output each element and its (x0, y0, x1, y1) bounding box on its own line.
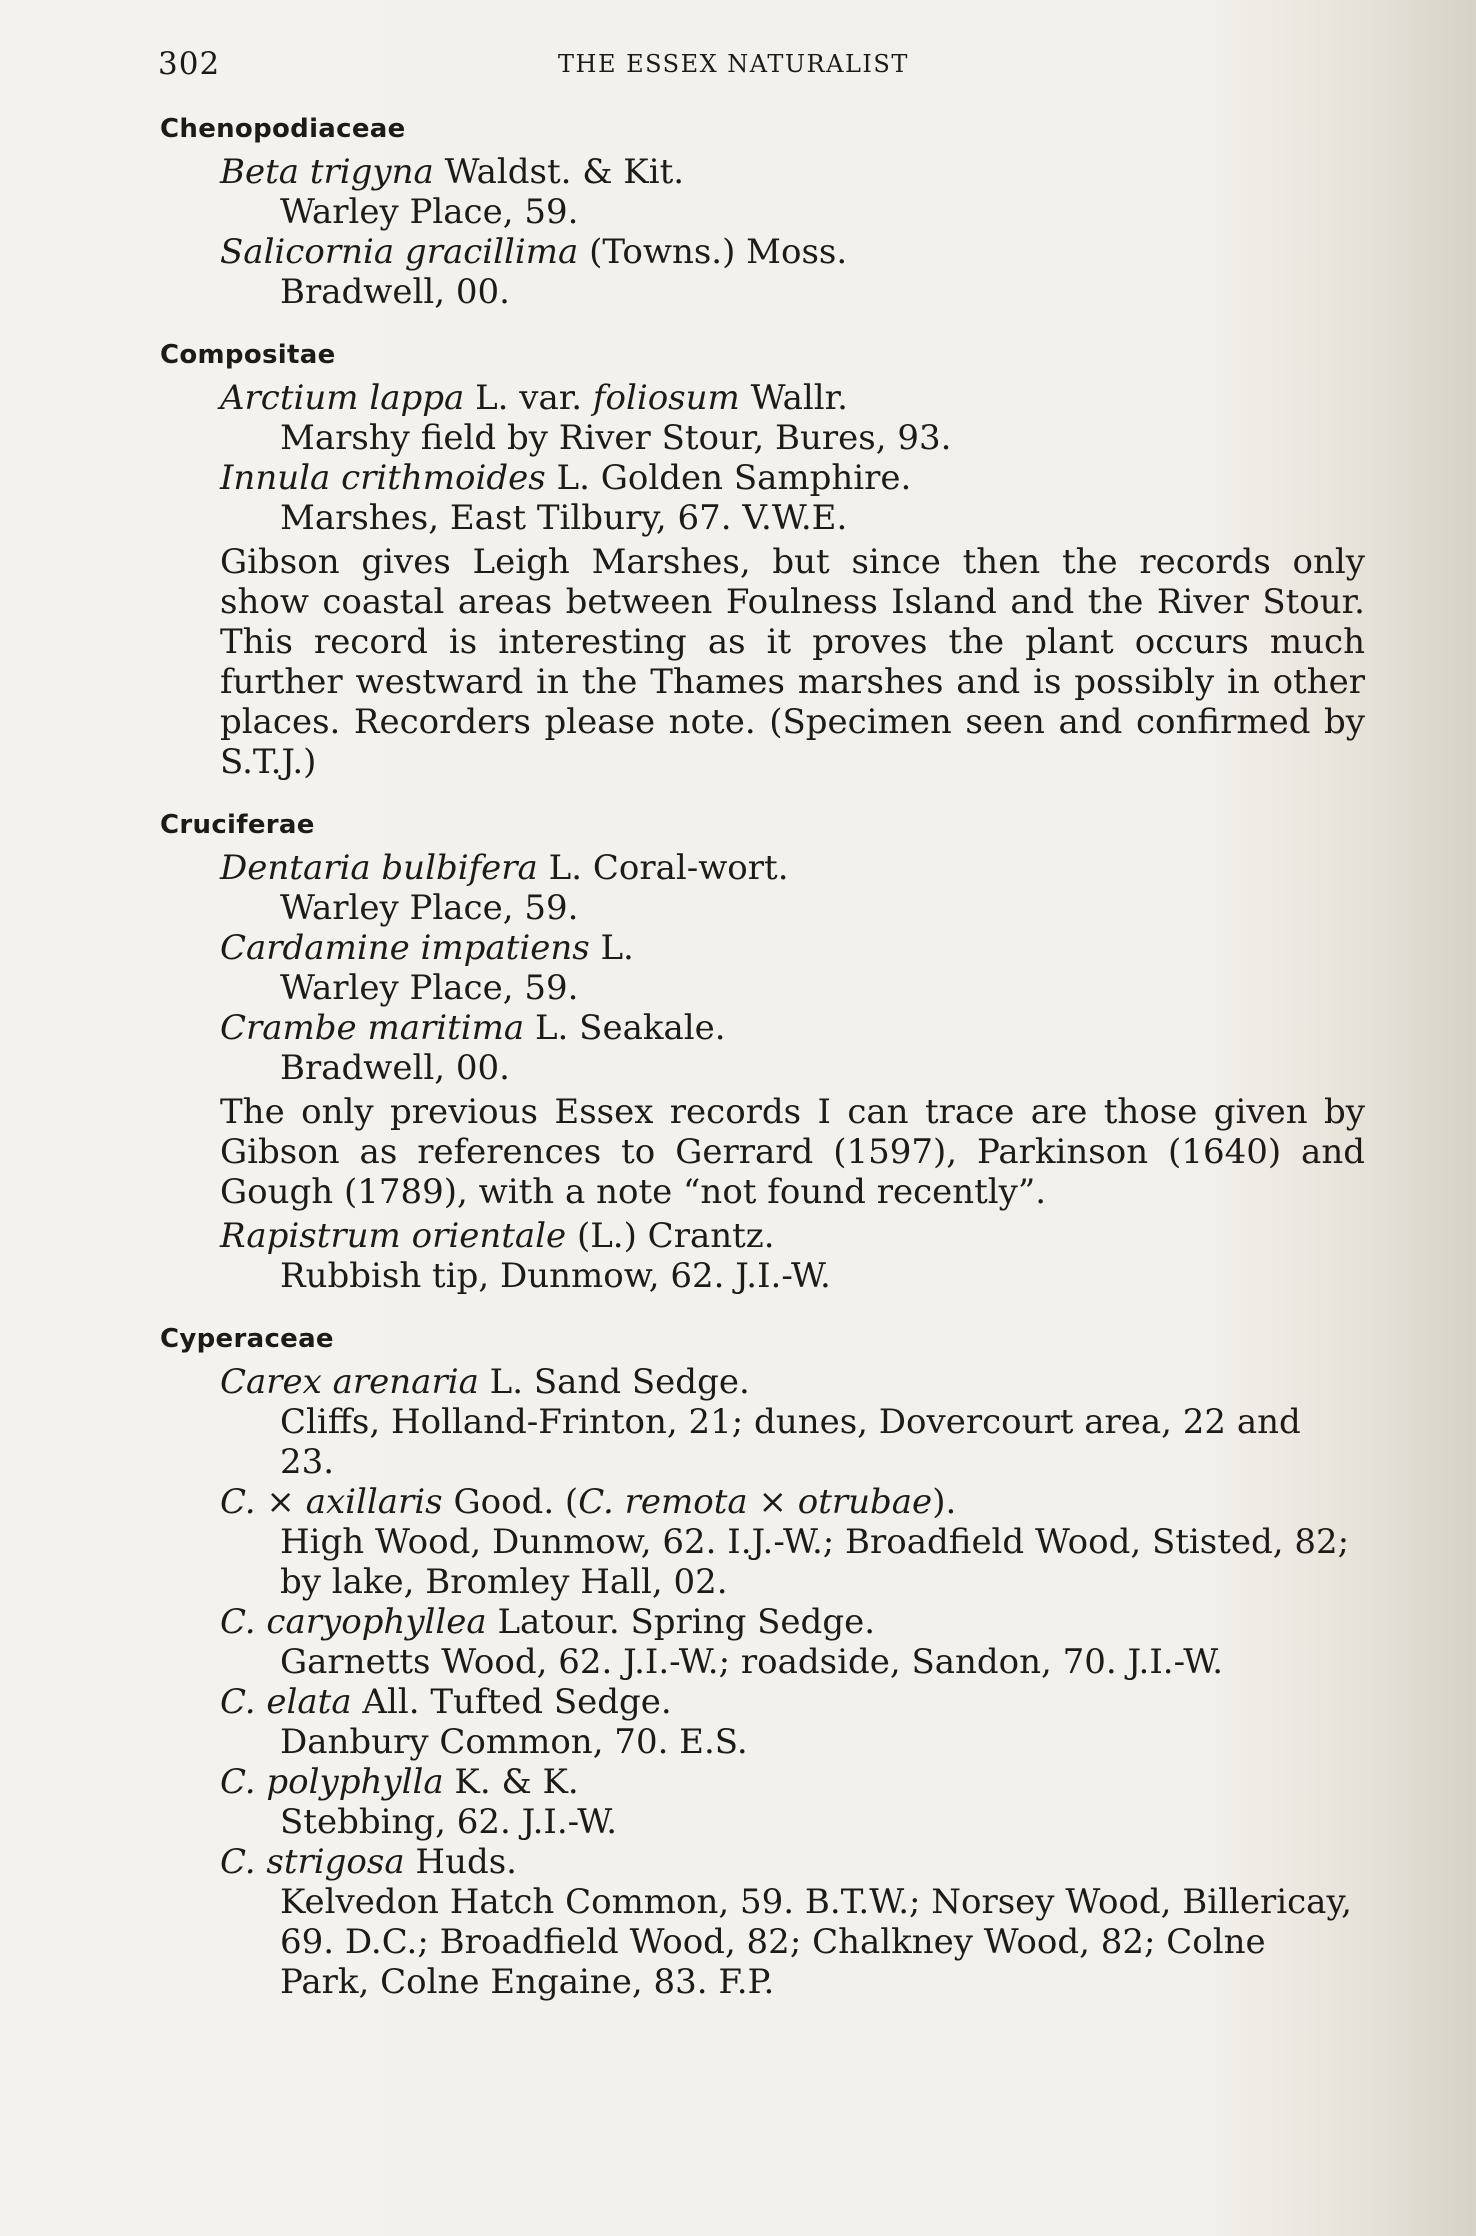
variety-authority: Wallr. (739, 378, 848, 418)
hybrid-close: ). (932, 1482, 957, 1522)
species-authority: L. var. (464, 378, 593, 418)
species-authority: L. Golden Samphire. (545, 458, 912, 498)
species-entry (220, 928, 1365, 968)
species-name: Carex arenaria (220, 1362, 479, 1402)
species-name: C. caryophyllea (220, 1602, 487, 1642)
species-name: Salicornia gracillima (220, 232, 579, 272)
species-authority: Waldst. & Kit. (433, 152, 685, 192)
species-authority: Huds. (404, 1842, 517, 1882)
species-name: Innula crithmoides (220, 458, 546, 498)
species-entry (220, 1362, 1365, 1402)
species-name: Dentaria bulbifera (220, 848, 538, 888)
species-entry (220, 458, 1365, 498)
family-heading: Cyperaceae (160, 1324, 334, 1354)
species-authority: L. (589, 928, 634, 968)
species-note: Gibson gives Leigh Marshes, but since then the records only show coastal areas between Foulness Island and the River Stour. This record is interesting as it proves the plant occurs much further westward in the Thames marshes and is possibly in other places. Recorders please note. (Specimen seen and confirmed by S.T.J.) (220, 542, 1365, 782)
variety-name: foliosum (592, 378, 740, 418)
species-name: Crambe maritima (220, 1008, 525, 1048)
locality: Garnetts Wood, 62. J.I.-W.; roadside, Sandon, 70. J.I.-W. (280, 1642, 1224, 1682)
locality: Stebbing, 62. J.I.-W. (280, 1802, 618, 1842)
journal-title: THE ESSEX NATURALIST (558, 50, 909, 78)
species-authority: All. Tufted Sedge. (351, 1682, 672, 1722)
page-number: 302 (158, 46, 221, 82)
species-entry (220, 1602, 1365, 1642)
locality: Warley Place, 59. (280, 888, 579, 928)
species-authority: K. & K. (443, 1762, 579, 1802)
species-name: Rapistrum orientale (220, 1216, 567, 1256)
locality: Kelvedon Hatch Common, 59. B.T.W.; Norsey Wood, Billericay, 69. D.C.; Broadfield Wood, 82; Chalkney Wood, 82; Colne Park, Colne Engaine, 83. F.P. (280, 1882, 1352, 2002)
family-heading: Cruciferae (160, 810, 315, 840)
locality: Cliffs, Holland-Frinton, 21; dunes, Dovercourt area, 22 and 23. (280, 1402, 1301, 1482)
species-authority: L. Coral-wort. (537, 848, 789, 888)
species-entry (220, 1682, 1365, 1722)
species-name: C. elata (220, 1682, 352, 1722)
species-name: C. × axillaris (220, 1482, 443, 1522)
species-authority: (Towns.) Moss. (578, 232, 848, 272)
species-name: Beta trigyna (220, 152, 434, 192)
species-entry (220, 1216, 1365, 1256)
species-authority: Latour. Spring Sedge. (486, 1602, 876, 1642)
locality: Bradwell, 00. (280, 1048, 510, 1088)
species-authority: L. Seakale. (524, 1008, 726, 1048)
species-authority: (L.) Crantz. (566, 1216, 775, 1256)
species-name: C. strigosa (220, 1842, 405, 1882)
species-name: C. polyphylla (220, 1762, 444, 1802)
species-entry (220, 1482, 1365, 1522)
species-note: The only previous Essex records I can trace are those given by Gibson as references to Gerrard (1597), Parkinson (1640) and Gough (1789), with a note “not found recently”. (220, 1092, 1365, 1212)
page-content (160, 112, 1365, 2002)
locality: Marshes, East Tilbury, 67. V.W.E. (280, 498, 848, 538)
species-entry (220, 1762, 1365, 1802)
locality: Marshy field by River Stour, Bures, 93. (280, 418, 952, 458)
locality: Warley Place, 59. (280, 968, 579, 1008)
locality: Rubbish tip, Dunmow, 62. J.I.-W. (280, 1256, 831, 1296)
species-entry (220, 848, 1365, 888)
species-name: Arctium lappa (220, 378, 465, 418)
species-entry (220, 1008, 1365, 1048)
species-name: Cardamine impatiens (220, 928, 590, 968)
locality: Danbury Common, 70. E.S. (280, 1722, 748, 1762)
species-entry (220, 232, 1365, 272)
species-authority: L. Sand Sedge. (478, 1362, 750, 1402)
species-entry (220, 1842, 1365, 1882)
locality: High Wood, Dunmow, 62. I.J.-W.; Broadfield Wood, Stisted, 82; by lake, Bromley Hall, 02. (280, 1522, 1350, 1602)
locality: Bradwell, 00. (280, 272, 510, 312)
species-entry (220, 152, 1365, 192)
species-entry (220, 378, 1365, 418)
hybrid-parents: C. remota × otrubae (578, 1482, 933, 1522)
running-head (158, 46, 1358, 86)
family-heading: Compositae (160, 340, 336, 370)
species-authority: Good. ( (442, 1482, 579, 1522)
family-heading: Chenopodiaceae (160, 114, 406, 144)
locality: Warley Place, 59. (280, 192, 579, 232)
